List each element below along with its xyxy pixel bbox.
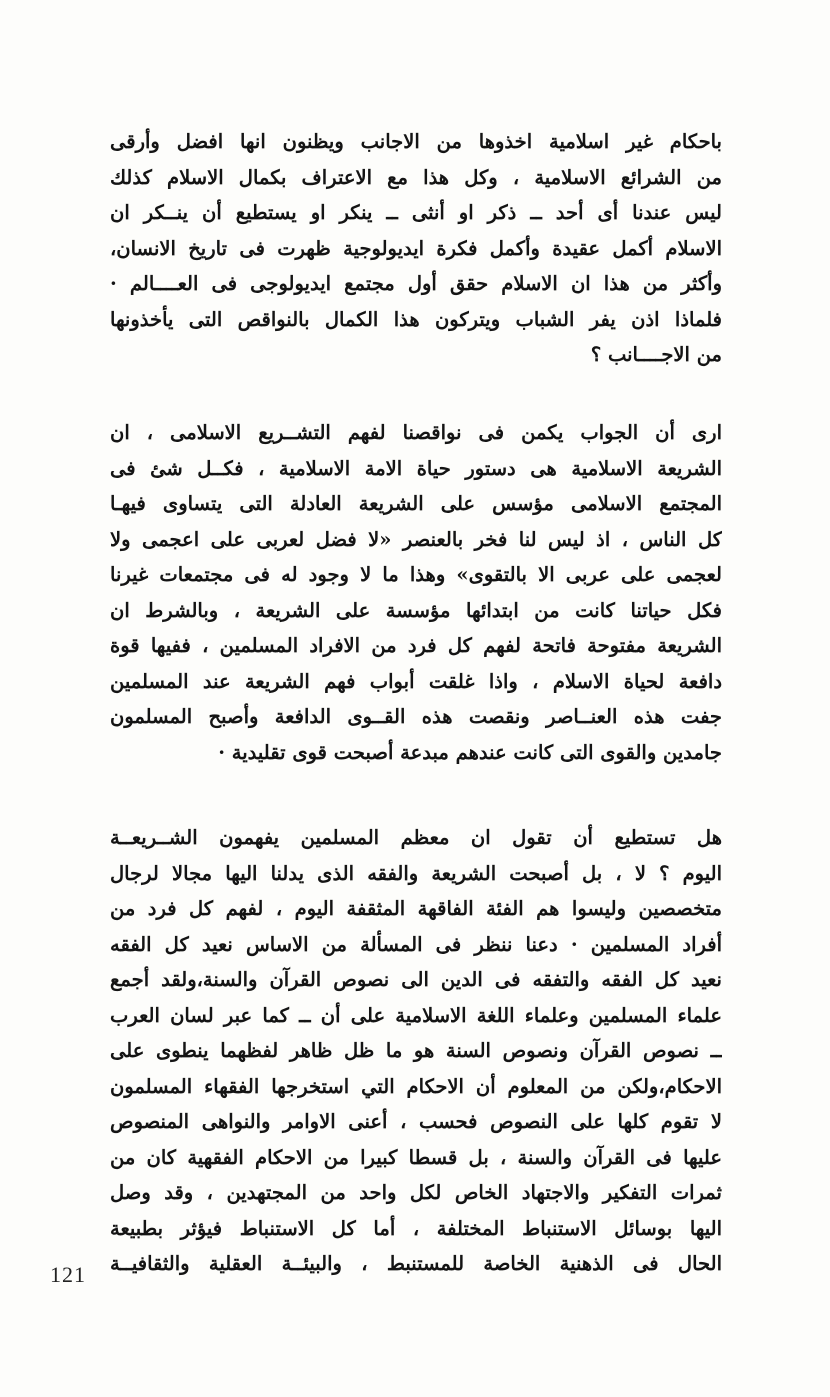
text-line: الحال فى الذهنية الخاصة للمستنبط ، والبيئــة العقلية والثقافيــة [110, 1252, 722, 1275]
text-line: لا تقوم كلها على النصوص فحسب ، أعنى الاوامر والنواهى المنصوص [110, 1110, 722, 1133]
text-line: نعيد كل الفقه والتفقه فى الدين الى نصوص القرآن والسنة،ولقد أجمع [110, 968, 722, 991]
text-line: علماء المسلمين وعلماء اللغة الاسلامية على أن ــ كما عبر لسان العرب [110, 1003, 722, 1027]
text-line: من الشرائع الاسلامية ، وكل هذا مع الاعتراف بكمال الاسلام كذلك [110, 165, 722, 189]
text-line: ــ نصوص القرآن ونصوص السنة هو ما ظل ظاهر لفظهما ينطوى على [110, 1039, 722, 1062]
paragraph-3 [110, 820, 722, 1282]
text-line: عليها فى القرآن والسنة ، بل قسطا كبيرا من الاحكام الفقهية كان من [110, 1145, 722, 1169]
text-line: باحكام غير اسلامية اخذوها من الاجانب ويظنون انها افضل وأرقى [110, 130, 722, 153]
text-line: فكل حياتنا كانت من ابتدائها مؤسسة على الشريعة ، وبالشرط ان [110, 598, 722, 622]
text-line: كل الناس ، اذ ليس لنا فخر بالعنصر «لا فضل لعربى على اعجمى ولا [110, 527, 722, 551]
text-line: ثمرات التفكير والاجتهاد الخاص لكل واحد من المجتهدين ، وقد وصل [110, 1181, 722, 1204]
text-line: الاحكام،ولكن من المعلوم أن الاحكام التي استخرجها الفقهاء المسلمون [110, 1074, 722, 1098]
text-line: لعجمى على عربى الا بالتقوى» وهذا ما لا وجود له فى مجتمعات غيرنا [110, 563, 722, 586]
text-line: جامدين والقوى التى كانت عندهم مبدعة أصبحت قوى تقليدية · [218, 740, 722, 764]
text-line: متخصصين وليسوا هم الفئة الفاقهة المثقفة اليوم ، لفهم كل فرد من [110, 897, 722, 920]
text-line: دافعة لحياة الاسلام ، واذا غلقت أبواب فهم الشريعة عند المسلمين [110, 669, 722, 693]
text-line: اليها بوسائل الاستنباط المختلفة ، أما كل الاستنباط فيؤثر بطبيعة [110, 1216, 722, 1240]
text-line: الشريعة مفتوحة فاتحة لفهم كل فرد من الافراد المسلمين ، ففيها قوة [110, 634, 722, 657]
paragraph-1 [110, 124, 722, 373]
text-line: اليوم ؟ لا ، بل أصبحت الشريعة والفقه الذى يدلنا اليها مجالا لرجال [110, 861, 722, 885]
text-line: المجتمع الاسلامى مؤسس على الشريعة العادلة التى يتساوى فيهـا [110, 492, 722, 515]
text-line: جفت هذه العنــاصر ونقصت هذه القــوى الدافعة وأصبح المسلمون [110, 705, 722, 728]
text-line: الشريعة الاسلامية هى دستور حياة الامة الاسلامية ، فكــل شئ فى [110, 456, 722, 480]
text-line: الاسلام أكمل عقيدة وأكمل فكرة ايديولوجية ظهرت فى تاريخ الانسان، [110, 236, 722, 260]
text-line: هل تستطيع أن تقول ان معظم المسلمين يفهمون الشــريعــة [110, 826, 722, 849]
text-line: ليس عندنا أى أحد ــ ذكر او أنثى ــ ينكر او يستطيع أن ينــكر ان [110, 201, 722, 224]
text-line: وأكثر من هذا ان الاسلام حقق أول مجتمع ايديولوجى فى العــــالم · [110, 272, 722, 295]
text-line: من الاجــــانب ؟ [590, 343, 722, 366]
text-line: ارى أن الجواب يكمن فى نواقصنا لفهم التشــريع الاسلامى ، ان [110, 421, 722, 444]
paragraph-2 [110, 415, 722, 770]
text-line: فلماذا اذن يفر الشباب ويتركون هذا الكمال بالنواقص التى يأخذونها [110, 307, 722, 331]
text-line: أفراد المسلمين · دعنا ننظر فى المسألة من الاساس نعيد كل الفقه [110, 932, 722, 956]
page-number: 121 [50, 1262, 86, 1287]
